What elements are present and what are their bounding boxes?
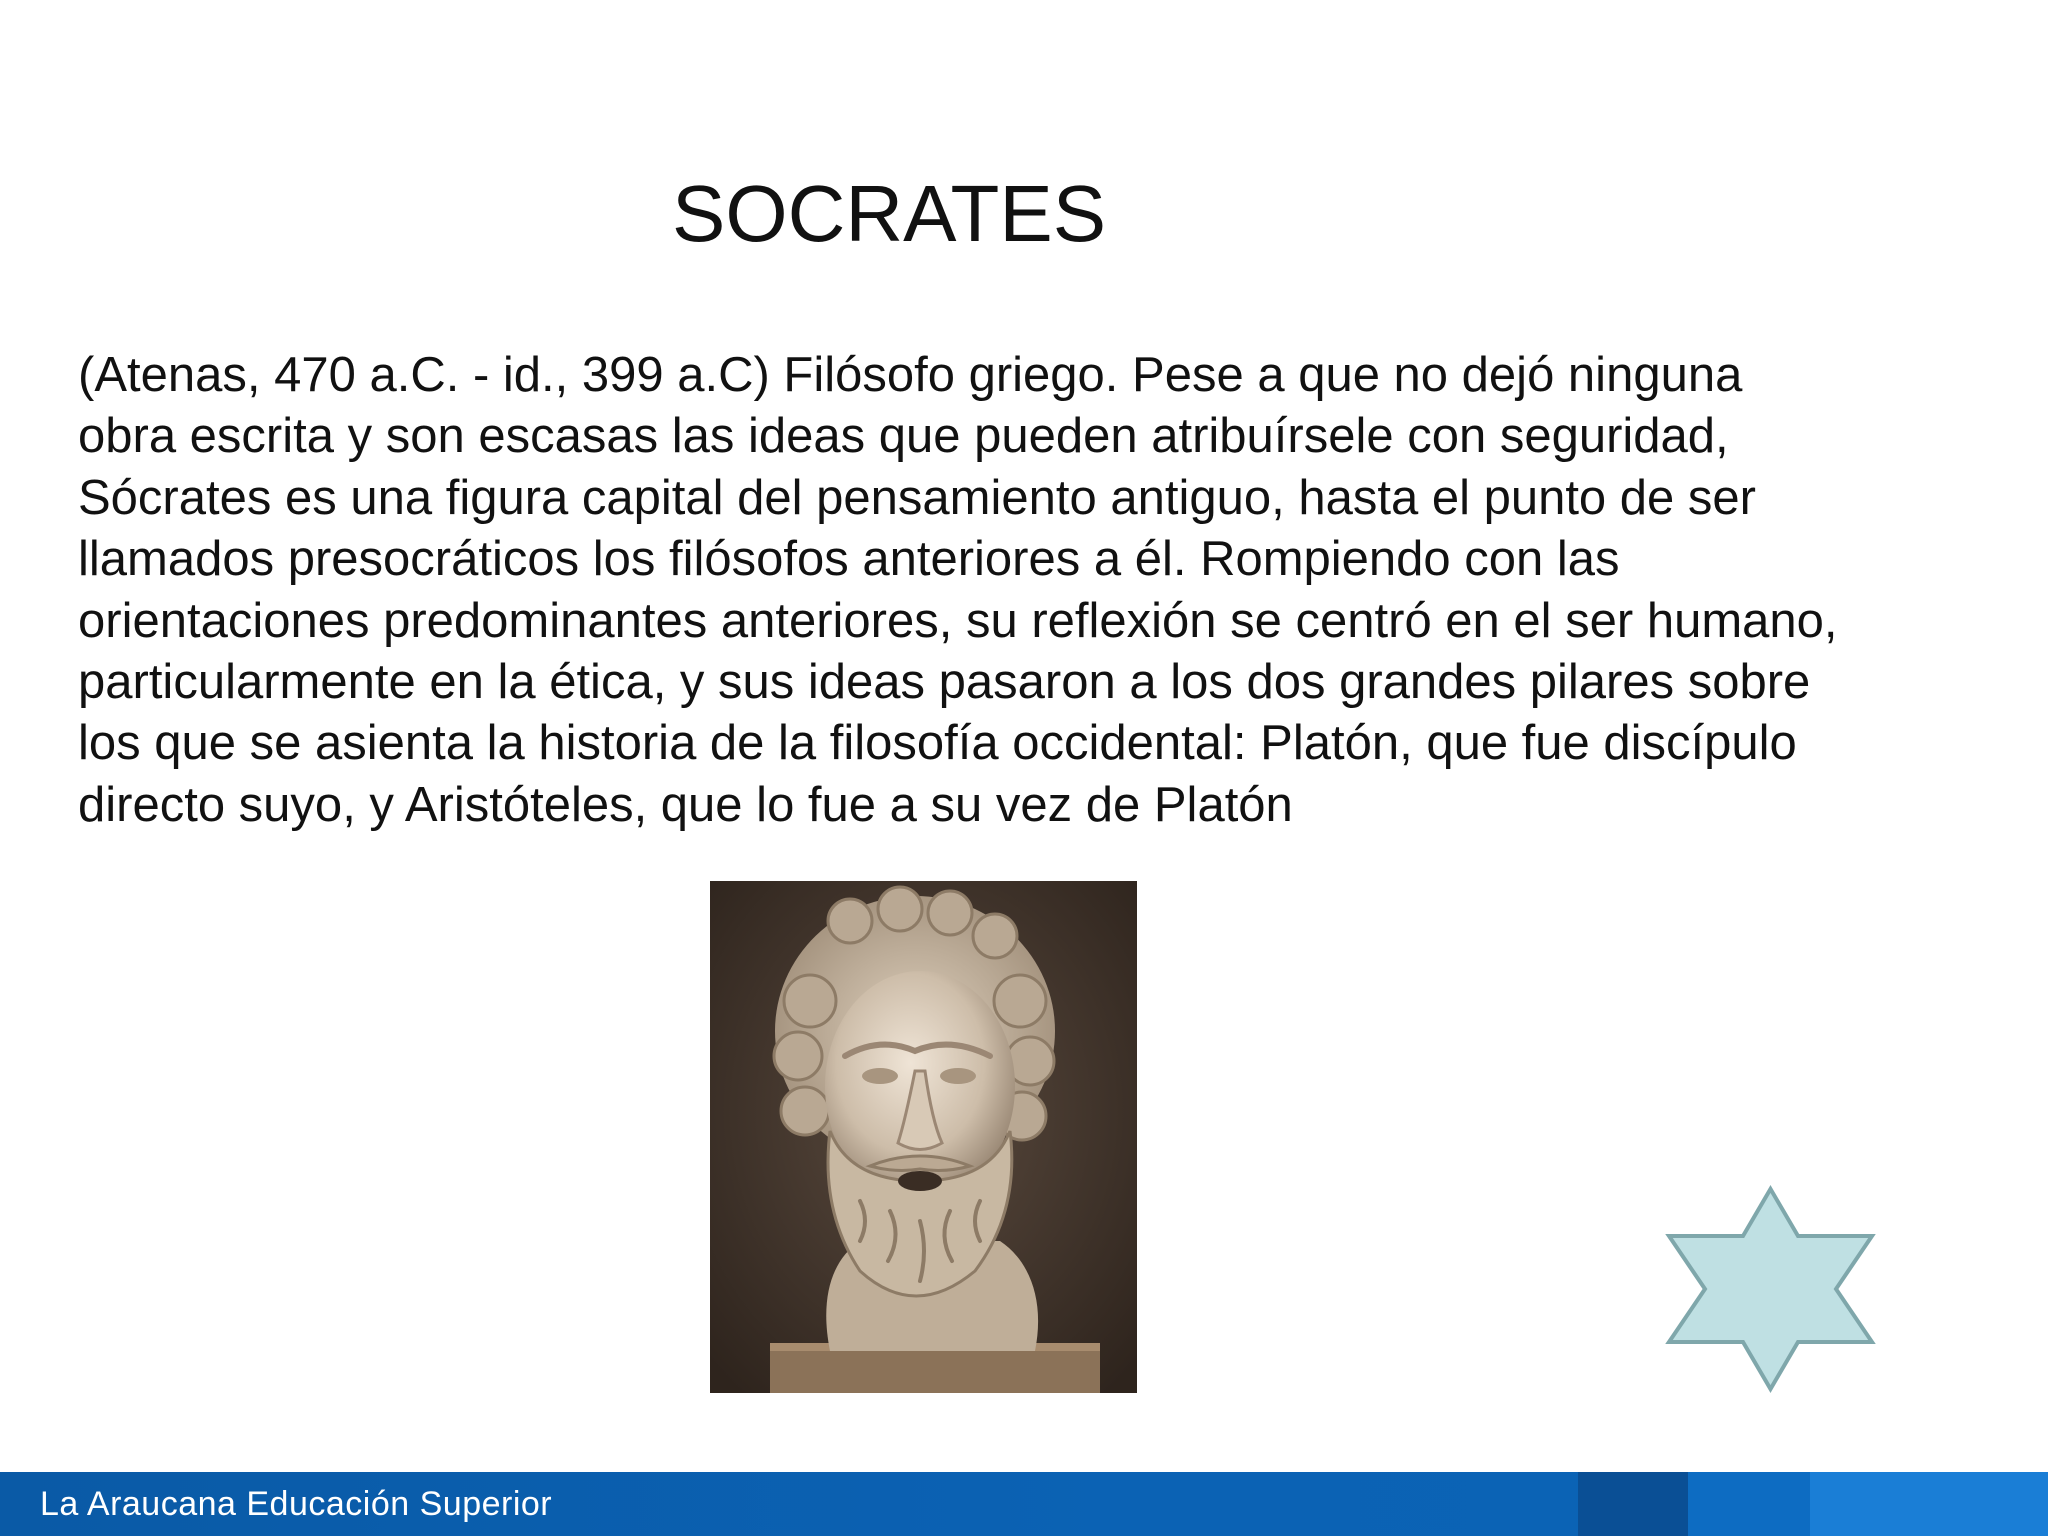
body-line: particularmente en la ética, y sus ideas pasaron a los dos grandes pilares sobre	[78, 655, 1811, 710]
footer-label: La Araucana Educación Superior	[40, 1485, 553, 1523]
body-line: Sócrates es una figura capital del pensamiento antiguo, hasta el punto de ser	[78, 470, 1756, 525]
slide-body	[78, 345, 2038, 836]
slide-title: SOCRATES	[672, 169, 1107, 258]
body-line: orientaciones predominantes anteriores, su reflexión se centró en el ser humano,	[78, 593, 1838, 648]
body-line: los que se asienta la historia de la filosofía occidental: Platón, que fue discípulo	[78, 716, 1797, 771]
footer-bar	[0, 1472, 2048, 1536]
body-line: obra escrita y son escasas las ideas que pueden atribuírsele con seguridad,	[78, 409, 1729, 464]
socrates-bust-image	[710, 881, 1137, 1393]
footer-accent-dark	[1578, 1472, 1688, 1536]
body-line: llamados presocráticos los filósofos anteriores a él. Rompiendo con las	[78, 532, 1620, 587]
body-line: directo suyo, y Aristóteles, que lo fue a su vez de Platón	[78, 777, 1293, 832]
body-line: (Atenas, 470 a.C. - id., 399 a.C) Filósofo griego. Pese a que no dejó ninguna	[78, 348, 1743, 402]
footer-accent-mid	[1688, 1472, 1810, 1536]
star-icon	[1664, 1184, 1877, 1394]
footer-accent-light	[1810, 1472, 2048, 1536]
